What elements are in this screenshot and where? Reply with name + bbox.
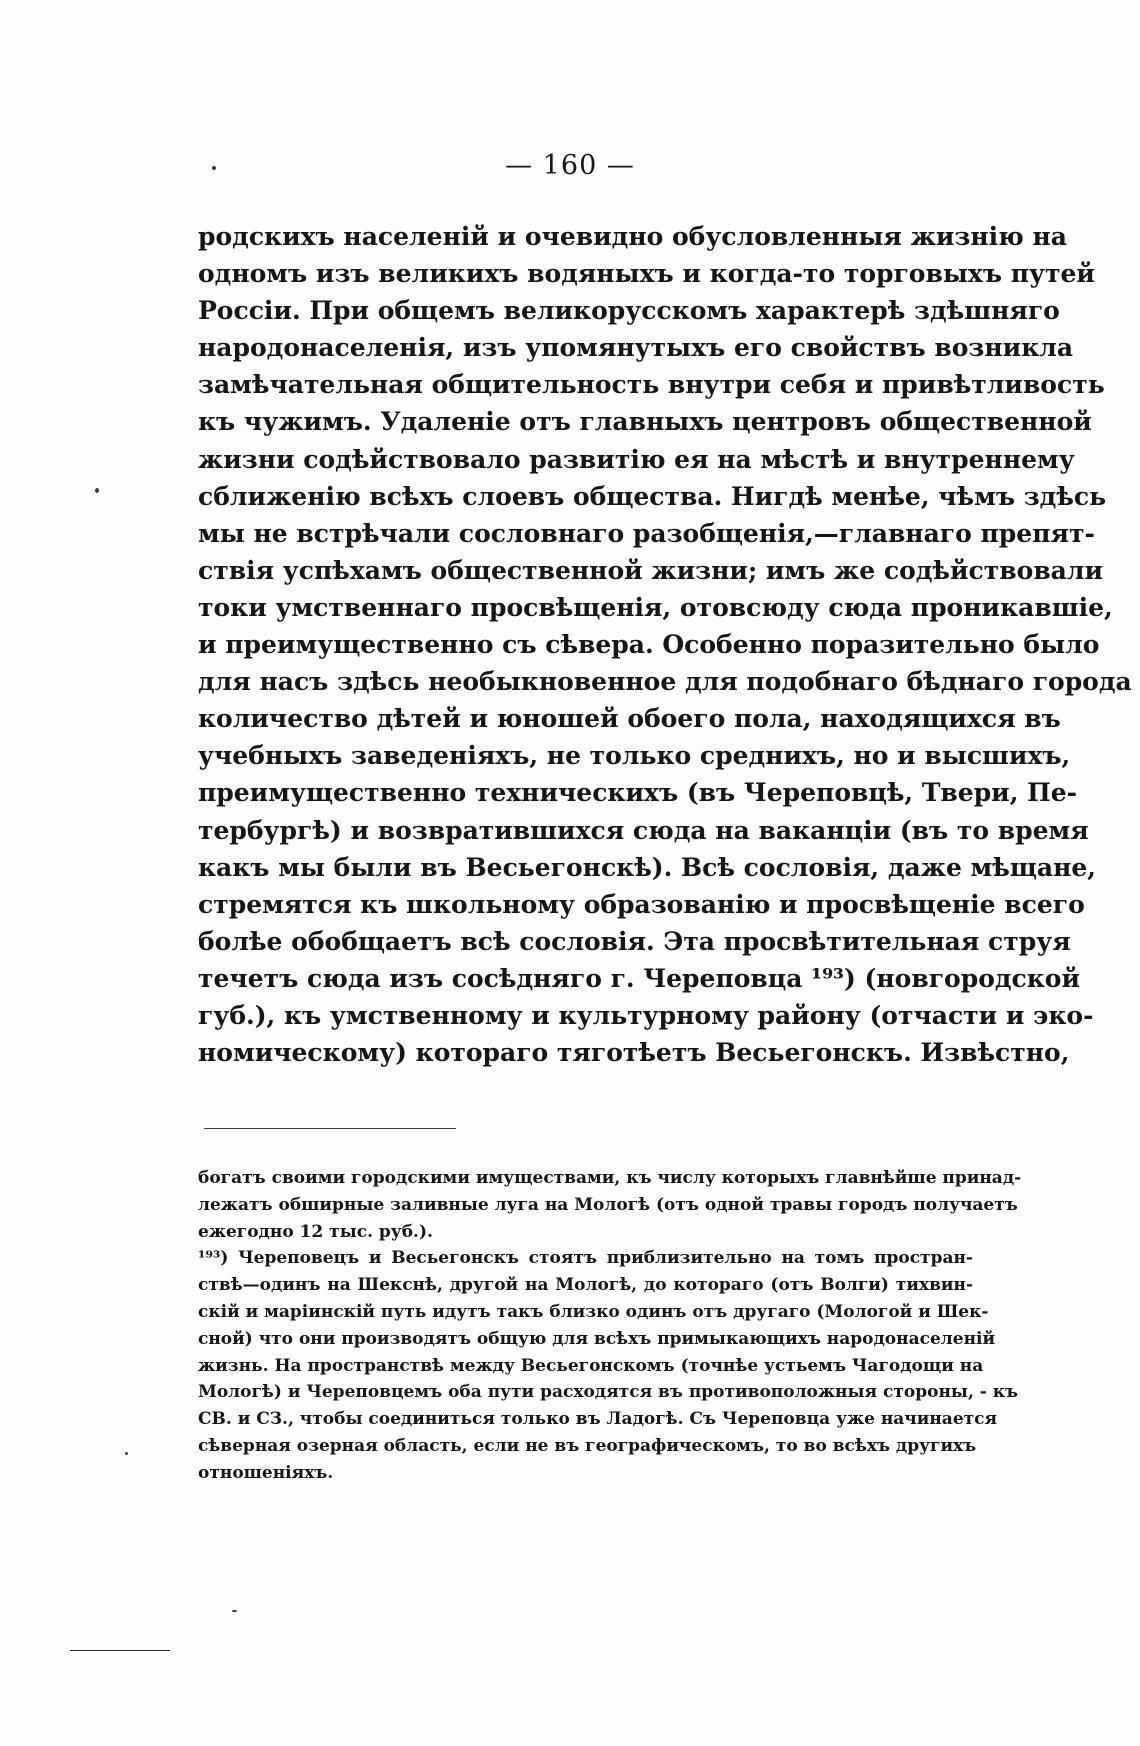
footnote-line: СВ. и СЗ., чтобы соединиться только въ Ладогѣ. Съ Череповца уже начинается bbox=[198, 1409, 998, 1430]
text-line: номическому) котораго тяготѣетъ Весьегонскъ. Извѣстно, bbox=[198, 1038, 1070, 1068]
text-line: замѣчательная общительность внутри себя и привѣтливость bbox=[198, 370, 1105, 400]
footnote-line: Мологѣ) и Череповцемъ оба пути расходятся въ противоположныя стороны, - къ bbox=[198, 1382, 1019, 1403]
footnote-line: жизнь. На пространствѣ между Весьегонскомъ (точнѣе устьемъ Чагодощи на bbox=[198, 1355, 984, 1376]
text-line: какъ мы были въ Весьегонскѣ). Всѣ сословія, даже мѣщане, bbox=[198, 852, 1097, 882]
text-line: течетъ сюда изъ сосѣдняго г. Череповца ¹⁹³) (новгородской bbox=[198, 963, 1081, 993]
text-line: жизни содѣйствовало развитію ея на мѣстѣ и внутреннему bbox=[198, 444, 1075, 474]
text-line: учебныхъ заведеніяхъ, не только среднихъ, но и высшихъ, bbox=[198, 741, 1071, 771]
text-line: сближенію всѣхъ слоевъ общества. Нигдѣ менѣе, чѣмъ здѣсь bbox=[198, 481, 1107, 511]
footnote-line: сѣверная озерная область, если не въ географическомъ, то во всѣхъ другихъ bbox=[198, 1435, 977, 1456]
scan-margin-rule bbox=[70, 1650, 170, 1651]
text-line: ствія успѣхамъ общественной жизни; имъ же содѣйствовали bbox=[198, 555, 1104, 585]
footnote-line: скій и маріинскій путь идутъ такъ близко одинъ отъ другаго (Мологой и Шек- bbox=[198, 1301, 989, 1322]
scan-speck bbox=[212, 166, 216, 170]
text-line: одномъ изъ великихъ водяныхъ и когда-то торговыхъ путей bbox=[198, 259, 1095, 289]
text-line: количество дѣтей и юношей обоего пола, находящихся въ bbox=[198, 704, 1061, 734]
text-line: къ чужимъ. Удаленіе отъ главныхъ центровъ общественной bbox=[198, 407, 1092, 437]
scan-speck bbox=[125, 1452, 128, 1455]
scan-speck bbox=[232, 1610, 237, 1612]
text-line: губ.), къ умственному и культурному району (отчасти и эко- bbox=[198, 1000, 1094, 1030]
text-line: преимущественно техническихъ (въ Череповцѣ, Твери, Пе- bbox=[198, 778, 1078, 808]
footnote-line: ствѣ—одинъ на Шекснѣ, другой на Мологѣ, до котораго (отъ Волги) тихвин- bbox=[198, 1275, 973, 1296]
text-line: болѣе обобщаетъ всѣ сословія. Эта просвѣтительная струя bbox=[198, 926, 1071, 956]
footnote-line: богатъ своими городскими имуществами, къ числу которыхъ главнѣйше принад- bbox=[198, 1168, 1022, 1188]
text-line: народонаселенія, изъ упомянутыхъ его свойствъ возникла bbox=[198, 333, 1074, 363]
scan-speck bbox=[95, 488, 99, 493]
footnote-divider bbox=[204, 1128, 456, 1129]
page-number: — 160 — bbox=[505, 150, 635, 181]
text-line: родскихъ населеній и очевидно обусловленныя жизнію на bbox=[198, 222, 1067, 251]
footnote-line: лежатъ обширные заливные луга на Мологѣ (отъ одной травы городъ получаетъ bbox=[198, 1194, 1018, 1215]
text-line: для насъ здѣсь необыкновенное для подобнаго бѣднаго города bbox=[198, 667, 1132, 697]
footnote-line: сной) что они производятъ общую для всѣхъ примыкающихъ народонаселеній bbox=[198, 1328, 996, 1349]
text-line: токи умственнаго просвѣщенія, отовсюду сюда проникавшіе, bbox=[198, 592, 1113, 622]
text-line: мы не встрѣчали сословнаго разобщенія,—главнаго препят- bbox=[198, 518, 1095, 548]
footnote-line: отношеніяхъ. bbox=[198, 1462, 334, 1483]
text-line: стремятся къ школьному образованію и просвѣщеніе всего bbox=[198, 889, 1085, 919]
text-line: Россіи. При общемъ великорусскомъ характерѣ здѣшняго bbox=[198, 296, 1060, 326]
main-text bbox=[198, 218, 1132, 1071]
text-line: и преимущественно съ сѣвера. Особенно поразительно было bbox=[198, 630, 1100, 660]
footnotes bbox=[198, 1165, 1022, 1487]
text-line: тербургѣ) и возвратившихся сюда на ваканціи (въ то время bbox=[198, 815, 1089, 845]
footnote-line: ¹⁹³) Череповецъ и Весьегонскъ стоятъ приблизительно на томъ простран- bbox=[198, 1248, 973, 1269]
footnote-line: ежегодно 12 тыс. руб.). bbox=[198, 1221, 433, 1242]
